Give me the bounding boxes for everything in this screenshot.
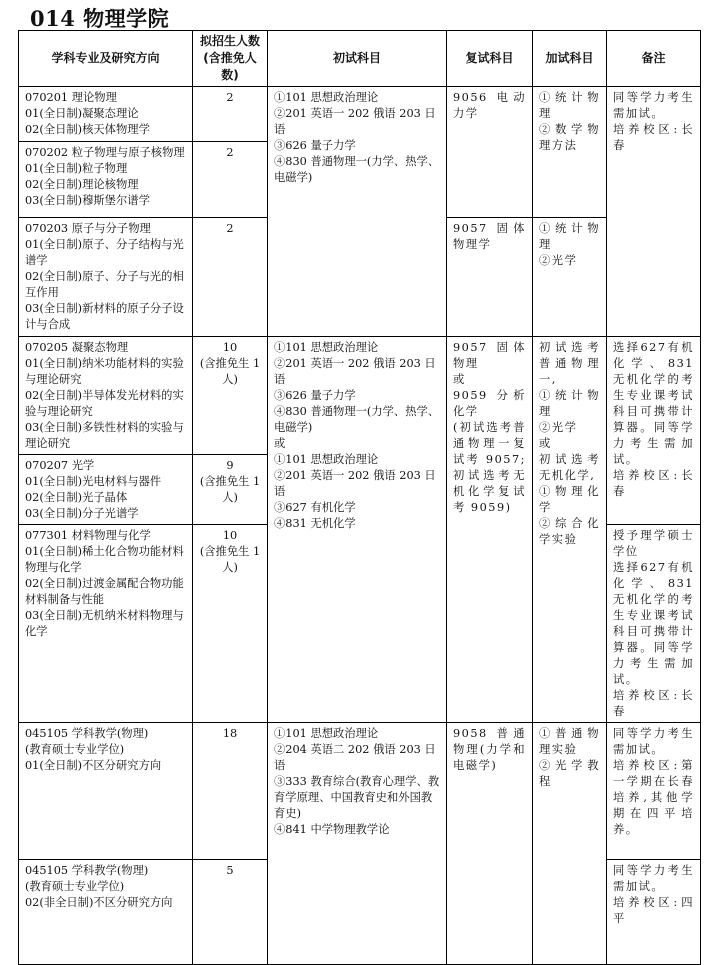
header-extra: 加试科目 <box>533 31 607 87</box>
page-title: 014 物理学院 <box>30 6 170 31</box>
remarks-cell: 授予理学硕士学位 选择627有机化学、831 无机化学的考生专业课考试科目可携带计算器。同等学力考生需加试。 培养校区:长春 <box>607 525 701 723</box>
retest-subjects-cell: 9057 固体物理学 <box>447 218 533 337</box>
initial-subjects-cell: ①101 思想政治理论 ②204 英语二 202 俄语 203 日语 ③333 教育综合(教育心理学、教育学原理、中国教育史和外国教育史) ④841 中学物理教学论 <box>268 723 447 965</box>
remarks-cell: 选择627有机化学、831 无机化学的考生专业课考试科目可携带计算器。同等学力考生需加试。 培养校区:长春 <box>607 337 701 525</box>
header-major: 学科专业及研究方向 <box>19 31 193 87</box>
remarks-cell: 同等学力考生需加试。 培养校区:第一学期在长春培养,其他学期在四平培养。 <box>607 723 701 860</box>
major-cell: 070201 理论物理 01(全日制)凝聚态理论 02(全日制)核天体物理学 <box>19 87 193 142</box>
quota-cell: 2 <box>193 87 268 142</box>
remarks-cell: 同等学力考生需加试。 培养校区:四平 <box>607 860 701 965</box>
quota-cell: 10 (含推免生 1 人) <box>193 337 268 455</box>
header-quota: 拟招生人数 (含推免人数) <box>193 31 268 87</box>
quota-cell: 18 <box>193 723 268 860</box>
header-initial: 初试科目 <box>268 31 447 87</box>
table-row <box>19 87 701 142</box>
retest-subjects-cell: 9058 普通物理(力学和电磁学) <box>447 723 533 965</box>
table-row <box>19 337 701 455</box>
header-remarks: 备注 <box>607 31 701 87</box>
quota-cell: 2 <box>193 142 268 218</box>
table-row <box>19 723 701 860</box>
extra-subjects-cell: ①统计物理 ②光学 <box>533 218 607 337</box>
major-cell: 070207 光学 01(全日制)光电材料与器件 02(全日制)光子晶体 03(全日制)分子光谱学 <box>19 455 193 525</box>
initial-subjects-cell: ①101 思想政治理论 ②201 英语一 202 俄语 203 日语 ③626 量子力学 ④830 普通物理一(力学、热学、电磁学) 或 ①101 思想政治理论 ②201 英语一 202 俄语 203 日语 ③627 有机化学 ④831 无机化学 <box>268 337 447 723</box>
quota-cell: 10 (含推免生 1 人) <box>193 525 268 723</box>
major-cell: 045105 学科教学(物理) (教育硕士专业学位) 01(全日制)不区分研究方向 <box>19 723 193 860</box>
extra-subjects-cell: ①统计物理 ②数学物理方法 <box>533 87 607 218</box>
initial-subjects-cell: ①101 思想政治理论 ②201 英语一 202 俄语 203 日语 ③626 量子力学 ④830 普通物理一(力学、热学、电磁学) <box>268 87 447 337</box>
header-row <box>19 31 701 87</box>
admissions-table <box>18 30 701 965</box>
extra-subjects-cell: ①普通物理实验 ②光学教程 <box>533 723 607 965</box>
quota-cell: 2 <box>193 218 268 337</box>
major-cell: 070202 粒子物理与原子核物理 01(全日制)粒子物理 02(全日制)理论核物理 03(全日制)穆斯堡尔谱学 <box>19 142 193 218</box>
remarks-cell: 同等学力考生需加试。 培养校区:长春 <box>607 87 701 337</box>
quota-cell: 9 (含推免生 1 人) <box>193 455 268 525</box>
retest-subjects-cell: 9056 电动力学 <box>447 87 533 218</box>
header-retest: 复试科目 <box>447 31 533 87</box>
major-cell: 077301 材料物理与化学 01(全日制)稀土化合物功能材料物理与化学 02(全日制)过渡金属配合物功能材料制备与性能 03(全日制)无机纳米材料物理与化学 <box>19 525 193 723</box>
quota-cell: 5 <box>193 860 268 965</box>
major-cell: 070203 原子与分子物理 01(全日制)原子、分子结构与光谱学 02(全日制)原子、分子与光的相互作用 03(全日制)新材料的原子分子设计与合成 <box>19 218 193 337</box>
major-cell: 045105 学科教学(物理) (教育硕士专业学位) 02(非全日制)不区分研究方向 <box>19 860 193 965</box>
extra-subjects-cell: 初试选考普通物理一, ①统计物理 ②光学 或 初试选考无机化学, ①物理化学 ②综合化学实验 <box>533 337 607 723</box>
major-cell: 070205 凝聚态物理 01(全日制)纳米功能材料的实验与理论研究 02(全日制)半导体发光材料的实验与理论研究 03(全日制)多铁性材料的实验与理论研究 <box>19 337 193 455</box>
retest-subjects-cell: 9057 固体物理 或 9059 分析化学 (初试选考普通物理一复试考 9057;初试选考无机化学复试考 9059) <box>447 337 533 723</box>
